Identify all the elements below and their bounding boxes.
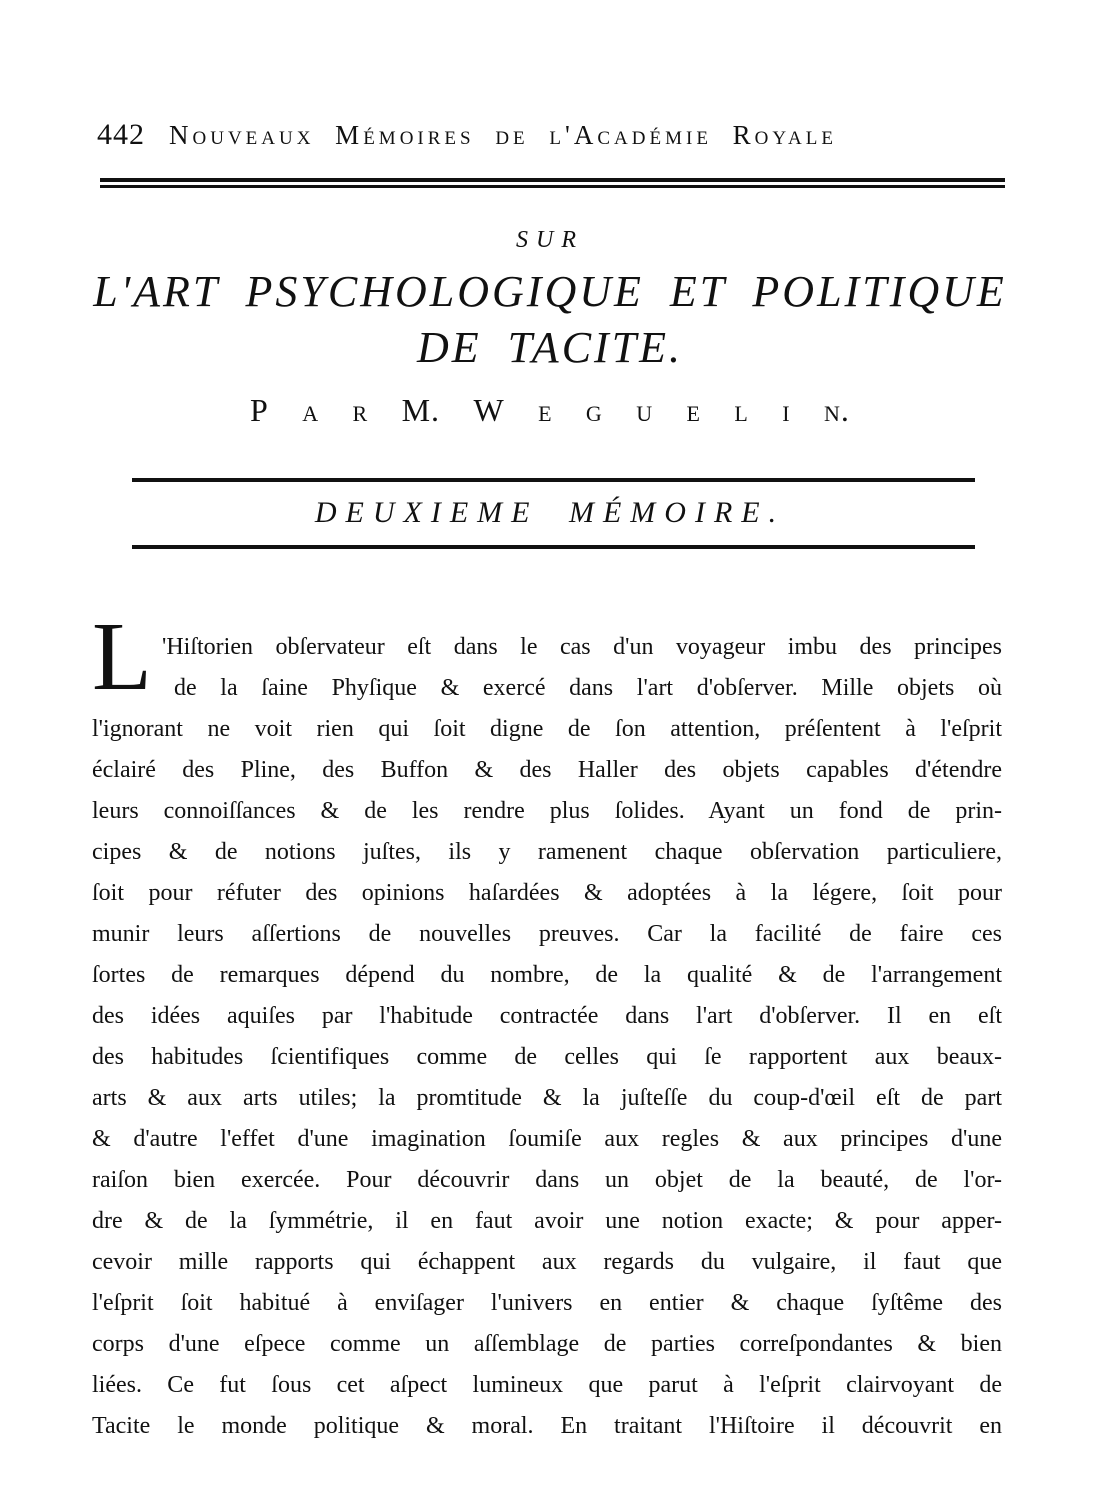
memoire-label: DEUXIEME MÉMOIRE. bbox=[314, 496, 786, 529]
text-line: cipes & de notions juſtes, ils y ramenent chaque obſervation particuliere, bbox=[92, 839, 1002, 865]
article-title-line-2: DE TACITE. bbox=[416, 323, 684, 372]
byline-name-letter: l bbox=[734, 392, 749, 428]
text-line: cevoir mille rapports qui échappent aux regards du vulgaire, il faut que bbox=[92, 1249, 1002, 1275]
text-line: 'Hiſtorien obſervateur eſt dans le cas d'un voyageur imbu des principes bbox=[162, 634, 1002, 660]
journal-title: Nouveaux Mémoires de l'Académie Royale bbox=[169, 120, 837, 150]
text-line: des idées aquiſes par l'habitude contractée dans l'art d'obſerver. Il en eſt bbox=[92, 1003, 1002, 1029]
byline-par-letter: P bbox=[250, 392, 269, 428]
text-line: l'ignorant ne voit rien qui ſoit digne de ſon attention, préſentent à l'eſprit bbox=[92, 716, 1002, 742]
text-line: l'eſprit ſoit habitué à enviſager l'univers en entier & chaque ſyſtême des bbox=[92, 1290, 1002, 1316]
byline-name-letter: n. bbox=[823, 392, 850, 428]
header-rule-lower bbox=[100, 185, 1005, 188]
byline-m: M. bbox=[401, 392, 441, 428]
article-title-line-1: L'ART PSYCHOLOGIQUE ET POLITIQUE bbox=[93, 267, 1007, 316]
byline-name-letter: e bbox=[686, 392, 701, 428]
section-rule-bottom bbox=[132, 545, 975, 549]
drop-cap: L bbox=[92, 603, 152, 711]
text-line: arts & aux arts utiles; la promtitude & la juſteſſe du coup-d'œil eſt de part bbox=[92, 1085, 1002, 1111]
text-line: corps d'une eſpece comme un aſſemblage de parties correſpondantes & bien bbox=[92, 1331, 1002, 1357]
section-rule-top bbox=[132, 478, 975, 482]
text-line: de la ſaine Phyſique & exercé dans l'art d'obſerver. Mille objets où bbox=[174, 675, 1002, 701]
byline-name-letter: W bbox=[473, 392, 505, 428]
text-line: ſortes de remarques dépend du nombre, de la qualité & de l'arrangement bbox=[92, 962, 1002, 988]
text-line: des habitudes ſcientifiques comme de celles qui ſe rapportent aux beaux- bbox=[92, 1044, 1002, 1070]
text-line: munir leurs aſſertions de nouvelles preuves. Car la facilité de faire ces bbox=[92, 921, 1002, 947]
running-head bbox=[97, 118, 937, 162]
text-line: & d'autre l'effet d'une imagination ſoumiſe aux regles & aux principes d'une bbox=[92, 1126, 1002, 1152]
text-line: dre & de la ſymmétrie, il en faut avoir une notion exacte; & pour apper- bbox=[92, 1208, 1002, 1234]
byline-par-letter: r bbox=[352, 392, 369, 428]
byline-name-letter: u bbox=[636, 392, 654, 428]
text-line: ſoit pour réfuter des opinions haſardées & adoptées à la légere, ſoit pour bbox=[92, 880, 1002, 906]
byline-name-letter: g bbox=[585, 392, 603, 428]
byline-par-letter: a bbox=[302, 392, 320, 428]
heading-sur: SUR bbox=[516, 227, 584, 253]
author-byline bbox=[250, 392, 850, 444]
page-number: 442 bbox=[97, 118, 145, 151]
header-rule-upper bbox=[100, 178, 1005, 182]
body-text bbox=[92, 627, 1002, 1447]
text-line: liées. Ce fut ſous cet aſpect lumineux que parut à l'eſprit clairvoyant de bbox=[92, 1372, 1002, 1398]
byline-name-letter: i bbox=[782, 392, 791, 428]
byline-name-letter: e bbox=[538, 392, 553, 428]
text-line: Tacite le monde politique & moral. En traitant l'Hiſtoire il découvrit en bbox=[92, 1413, 1002, 1439]
text-line: raiſon bien exercée. Pour découvrir dans un objet de la beauté, de l'or- bbox=[92, 1167, 1002, 1193]
text-line: leurs connoiſſances & de les rendre plus ſolides. Ayant un fond de prin- bbox=[92, 798, 1002, 824]
text-line: éclairé des Pline, des Buffon & des Haller des objets capables d'étendre bbox=[92, 757, 1002, 783]
